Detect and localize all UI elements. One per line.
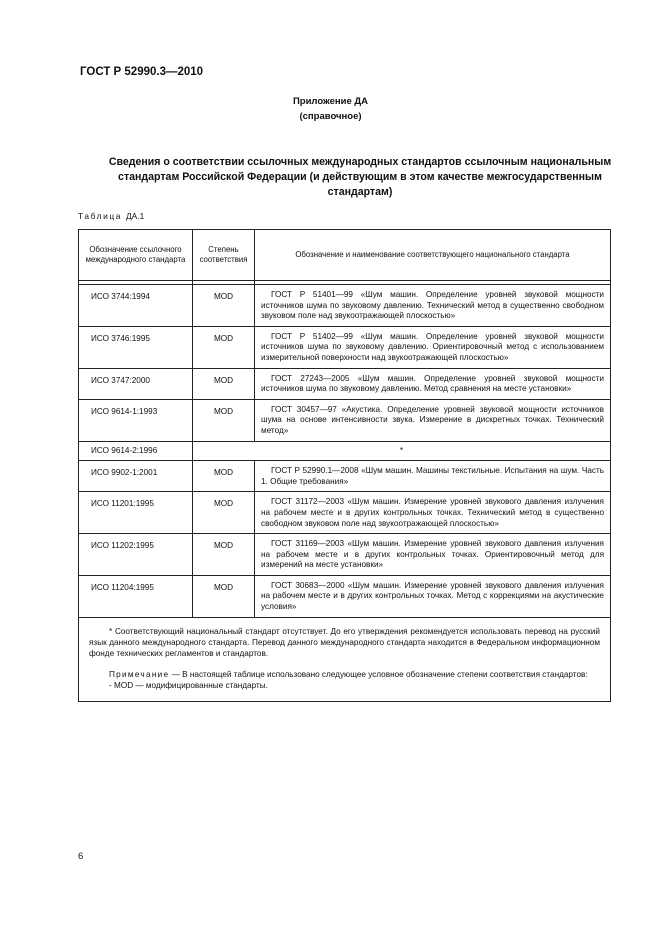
iso-cell: ИСО 9902-1:2001	[79, 461, 193, 492]
annex-heading	[0, 94, 661, 124]
degree-cell: MOD	[193, 399, 255, 441]
table-label-word: Таблица	[78, 211, 123, 221]
title-line: стандартам Российской Федерации (и действующим в этом качестве межгосударственным	[118, 171, 602, 183]
table-header-row	[79, 230, 611, 281]
table-row	[79, 534, 611, 576]
table-label	[78, 211, 144, 221]
degree-cell: MOD	[193, 326, 255, 368]
title-line: Сведения о соответствии ссылочных международных стандартов ссылочным национальным	[108, 156, 612, 168]
degree-cell: MOD	[193, 368, 255, 399]
iso-cell: ИСО 3747:2000	[79, 368, 193, 399]
iso-cell: ИСО 3746:1995	[79, 326, 193, 368]
iso-cell: ИСО 11204:1995	[79, 575, 193, 617]
document-code: ГОСТ Р 52990.3—2010	[80, 66, 204, 78]
degree-cell: MOD	[193, 285, 255, 327]
iso-cell: ИСО 9614-1:1993	[79, 399, 193, 441]
degree-cell: MOD	[193, 461, 255, 492]
table-row	[79, 326, 611, 368]
table-footer	[79, 617, 611, 701]
national-cell	[255, 461, 611, 492]
header-national: Обозначение и наименование соответствующего национального стандарта	[255, 230, 611, 281]
iso-cell: ИСО 11202:1995	[79, 534, 193, 576]
title-line: стандартам)	[327, 186, 393, 198]
header-degree: Степень соответствия	[193, 230, 255, 281]
page-number: 6	[78, 851, 84, 862]
iso-cell: ИСО 11201:1995	[79, 492, 193, 534]
national-cell	[255, 368, 611, 399]
national-text: ГОСТ Р 51402—99 «Шум машин. Определение уровней звуковой мощности источников шума по звуковому давлению. Ориентировочный метод с использованием измерительной поверхности над звукоотражающей плоскостью»	[261, 331, 604, 362]
national-cell	[255, 326, 611, 368]
national-text: ГОСТ Р 51401—99 «Шум машин. Определение уровней звуковой мощности источников шума по звуковому давлению. Технический метод в существенно свободном звуковом поле над звукоотражающей плоскостью»	[261, 290, 604, 321]
national-text: ГОСТ 31172—2003 «Шум машин. Измерение уровней звукового давления излучения на рабочем месте и в других контрольных точках. Технический метод в существенно свободном звуковом поле над звукоотражающей плоскостью»	[261, 497, 604, 528]
note-item: - MOD — модифицированные стандарты.	[109, 680, 268, 690]
table-row	[79, 285, 611, 327]
annex-subtitle: (справочное)	[299, 111, 362, 122]
national-cell	[255, 575, 611, 617]
correspondence-table	[78, 229, 611, 702]
national-text: ГОСТ 30457—97 «Акустика. Определение уровней звуковой мощности источников шума на основе интенсивности звука. Измерение в дискретных точках. Технический метод»	[261, 404, 604, 435]
table-label-number: ДА.1	[125, 211, 145, 221]
table-footer-row	[79, 617, 611, 701]
national-text: ГОСТ Р 52990.1—2008 «Шум машин. Машины текстильные. Испытания на шум. Часть 1. Общие требования»	[261, 466, 604, 486]
annex-title: Приложение ДА	[292, 96, 369, 107]
table-row	[79, 399, 611, 441]
table-row	[79, 368, 611, 399]
table-row	[79, 461, 611, 492]
footnote: * Соответствующий национальный стандарт отсутствует. До его утверждения рекомендуется использовать перевод на русский язык данного международного стандарта. Перевод данного международного стандарта находится в Федеральном информационном фонде технических регламентов и стандартов.	[89, 626, 600, 658]
table-row	[79, 575, 611, 617]
national-cell-empty: *	[193, 441, 611, 461]
iso-cell: ИСО 3744:1994	[79, 285, 193, 327]
degree-cell: MOD	[193, 492, 255, 534]
header-iso: Обозначение ссылочного международного стандарта	[79, 230, 193, 281]
degree-cell: MOD	[193, 575, 255, 617]
note-text: — В настоящей таблице использовано следующее условное обозначение степени соответствия стандартов:	[171, 669, 588, 679]
national-text: ГОСТ 27243—2005 «Шум машин. Определение уровней звуковой мощности источников шума по звуковому давлению. Метод сравнения на месте установки»	[261, 373, 604, 394]
national-text: ГОСТ 31169—2003 «Шум машин. Измерение уровней звукового давления излучения на рабочем месте и в других контрольных точках. Ориентировочный метод для измерений на месте установки»	[261, 539, 604, 570]
national-text: ГОСТ 30683—2000 «Шум машин. Измерение уровней звукового давления излучения на рабочем месте и в других контрольных точках. Метод с коррекциями на акустические условия»	[261, 580, 604, 612]
national-cell	[255, 534, 611, 576]
note-label: Примечание	[109, 669, 170, 679]
section-title	[70, 155, 650, 200]
national-cell	[255, 492, 611, 534]
national-cell	[255, 399, 611, 441]
note	[89, 669, 600, 680]
table-row	[79, 492, 611, 534]
iso-cell: ИСО 9614-2:1996	[79, 441, 193, 461]
table-row	[79, 441, 611, 461]
national-cell	[255, 285, 611, 327]
degree-cell: MOD	[193, 534, 255, 576]
